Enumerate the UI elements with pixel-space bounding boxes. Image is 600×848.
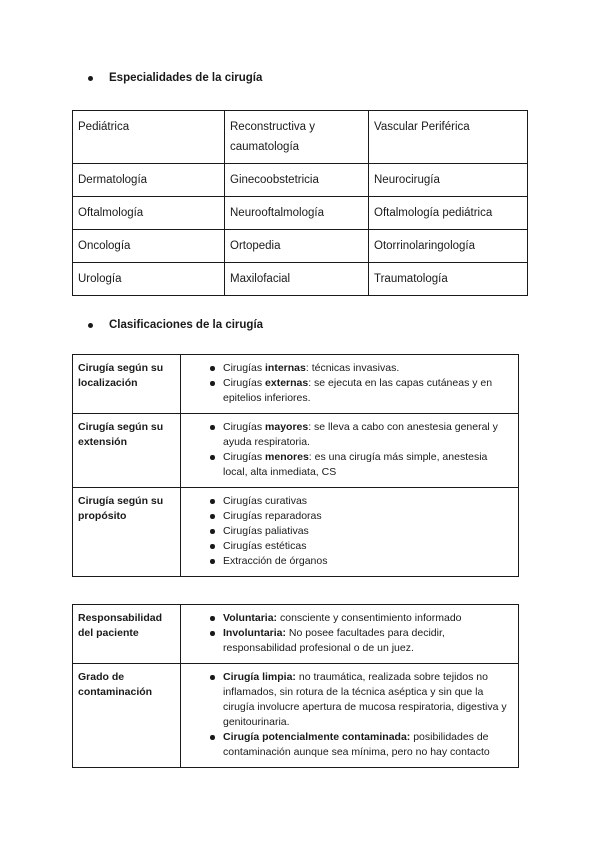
list-item [186, 494, 513, 509]
item-text: Extracción de órganos [223, 555, 328, 567]
table-cell: Reconstructiva y caumatología [225, 111, 369, 164]
row-label: Cirugía según su localización [73, 355, 181, 414]
row-content [181, 355, 519, 414]
item-term: menores [265, 451, 309, 463]
row-label: Cirugía según su extensión [73, 414, 181, 488]
item-text: Cirugías [223, 377, 266, 389]
bullet-list [186, 494, 513, 569]
table-cell: Traumatología [369, 263, 528, 296]
item-term: mayores [265, 421, 309, 433]
item-term: internas [265, 362, 306, 374]
table-row [73, 664, 519, 768]
item-term: Involuntaria: [223, 627, 287, 639]
list-item [186, 450, 513, 480]
row-content [181, 488, 519, 577]
row-content [181, 664, 519, 768]
bullet-list [186, 670, 513, 760]
row-content [181, 414, 519, 488]
item-text: : se lleva a cabo con anestesia general y ayuda respiratoria. [223, 421, 498, 448]
table-cell: Oncología [73, 230, 225, 263]
table-cell: Ginecoobstetricia [225, 164, 369, 197]
list-item [186, 611, 513, 626]
table-row [73, 263, 528, 296]
table-cell: Ortopedia [225, 230, 369, 263]
item-term: Cirugía potencialmente contaminada: [223, 731, 411, 743]
list-item [186, 626, 513, 656]
item-text: Cirugías [223, 451, 266, 463]
item-term: externas [265, 377, 309, 389]
table-cell: Oftalmología pediátrica [369, 197, 528, 230]
table-row [73, 230, 528, 263]
item-text: posibilidades de contaminación aunque sea mínima, pero no hay contacto [223, 731, 490, 758]
item-text: consciente y consentimiento informado [277, 612, 462, 624]
item-text: Cirugías [223, 362, 266, 374]
clasificaciones-table [72, 354, 519, 577]
table-row [73, 488, 519, 577]
table-cell: Otorrinolaringología [369, 230, 528, 263]
row-label: Responsabilidad del paciente [73, 605, 181, 664]
item-text: Cirugías estéticas [223, 540, 307, 552]
item-text: Cirugías [223, 421, 266, 433]
table-row [73, 605, 519, 664]
especialidades-table [72, 110, 528, 296]
table-cell: Neurooftalmología [225, 197, 369, 230]
table-cell: Oftalmología [73, 197, 225, 230]
bullet-icon [88, 323, 93, 328]
item-text: : es una cirugía más simple, anestesia local, alta inmediata, CS [223, 451, 488, 478]
table-row [73, 355, 519, 414]
table-row [73, 111, 528, 164]
row-label: Grado de contaminación [73, 664, 181, 768]
bullet-icon [88, 76, 93, 81]
table-cell: Urología [73, 263, 225, 296]
list-item [186, 730, 513, 760]
item-text: no traumática, realizada sobre tejidos no inflamados, sin rotura de la técnica aséptica y sin que la cirugía involucre apertura de mucosa respiratoria, digestiva y genitourinaria. [223, 671, 507, 728]
table-cell: Maxilofacial [225, 263, 369, 296]
list-item [186, 361, 513, 376]
table-cell: Neurocirugía [369, 164, 528, 197]
item-text: : se ejecuta en las capas cutáneas y en epitelios inferiores. [223, 377, 493, 404]
table-cell: Vascular Periférica [369, 111, 528, 164]
heading-text: Clasificaciones de la cirugía [109, 319, 264, 331]
table-cell: Pediátrica [73, 111, 225, 164]
row-label: Cirugía según su propósito [73, 488, 181, 577]
list-item [186, 554, 513, 569]
list-item [186, 376, 513, 406]
list-item [186, 524, 513, 539]
heading-especialidades [88, 72, 262, 84]
item-term: Cirugía limpia: [223, 671, 296, 683]
bullet-list [186, 361, 513, 406]
heading-text: Especialidades de la cirugía [109, 72, 263, 84]
list-item [186, 420, 513, 450]
item-term: Voluntaria: [223, 612, 278, 624]
item-text: No posee facultades para decidir, responsabilidad profesional o de un juez. [223, 627, 445, 654]
row-content [181, 605, 519, 664]
bullet-list [186, 611, 513, 656]
heading-clasificaciones [88, 319, 263, 331]
item-text: Cirugías reparadoras [223, 510, 322, 522]
item-text: Cirugías curativas [223, 495, 308, 507]
table-row [73, 414, 519, 488]
list-item [186, 539, 513, 554]
item-text: : técnicas invasivas. [305, 362, 400, 374]
list-item [186, 670, 513, 730]
table-row [73, 164, 528, 197]
table-cell: Dermatología [73, 164, 225, 197]
responsabilidad-table [72, 604, 519, 768]
list-item [186, 509, 513, 524]
table-row [73, 197, 528, 230]
bullet-list [186, 420, 513, 480]
item-text: Cirugías paliativas [223, 525, 309, 537]
